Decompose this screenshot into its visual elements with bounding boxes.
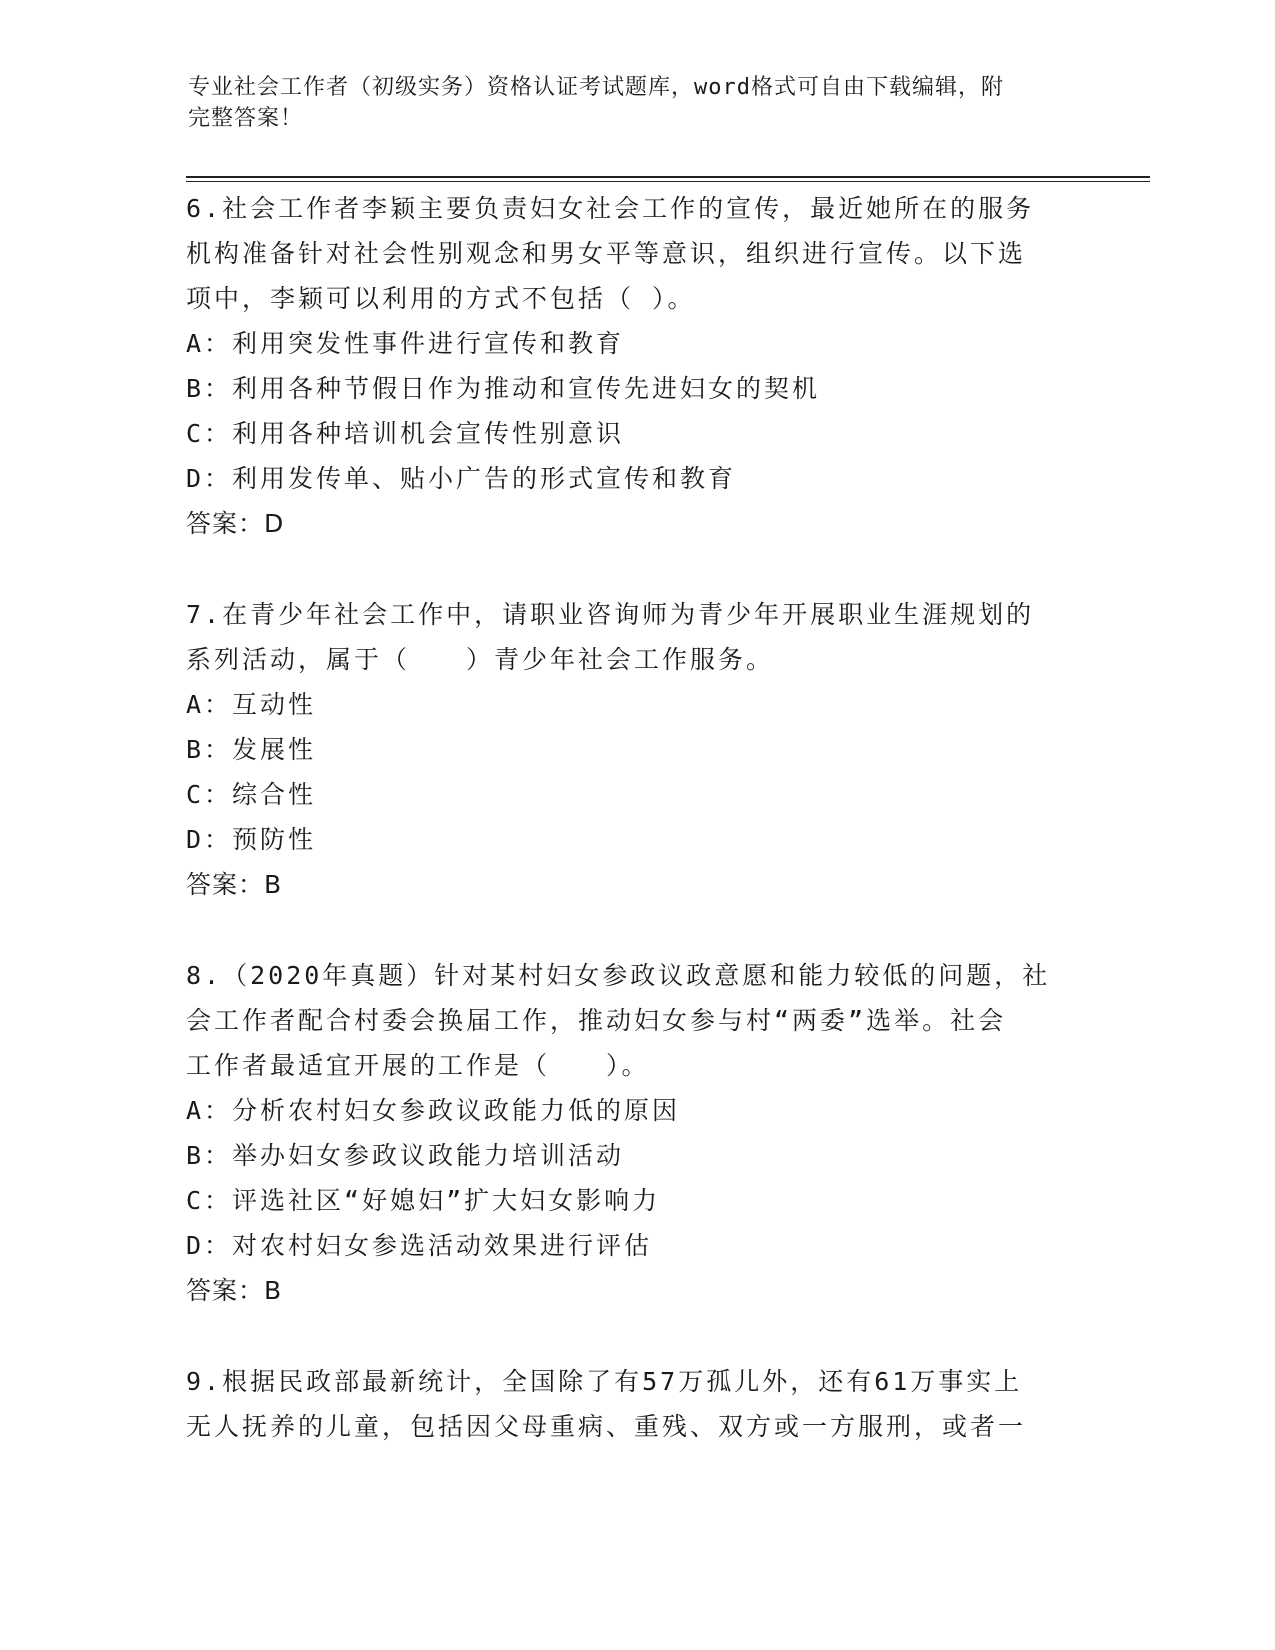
question-spacer — [186, 546, 1086, 592]
option-d: D：对农村妇女参选活动效果进行评估 — [186, 1231, 653, 1260]
question-stem-line: 8.（2020年真题）针对某村妇女参政议政意愿和能力较低的问题，社 — [186, 961, 1051, 990]
option-b: B：利用各种节假日作为推动和宣传先进妇女的契机 — [186, 374, 821, 403]
question-stem-line: 系列活动，属于（ ）青少年社会工作服务。 — [186, 645, 775, 674]
question-8 — [186, 953, 1086, 1313]
question-stem-line: 会工作者配合村委会换届工作，推动妇女参与村“两委”选举。社会 — [186, 1006, 1007, 1035]
answer-line: 答案：B — [186, 1276, 283, 1305]
question-spacer — [186, 1313, 1086, 1359]
option-c: C：评选社区“好媳妇”扩大妇女影响力 — [186, 1186, 661, 1215]
question-stem-line: 7.在青少年社会工作中，请职业咨询师为青少年开展职业生涯规划的 — [186, 600, 1035, 629]
question-stem-line: 项中，李颖可以利用的方式不包括（ ）。 — [186, 284, 696, 313]
answer-line: 答案：D — [186, 509, 285, 538]
option-a: A：分析农村妇女参政议政能力低的原因 — [186, 1096, 681, 1125]
header-rule-thick — [186, 176, 1150, 178]
question-spacer — [186, 907, 1086, 953]
question-stem-line: 6.社会工作者李颖主要负责妇女社会工作的宣传，最近她所在的服务 — [186, 194, 1035, 223]
question-6 — [186, 186, 1086, 546]
header-rule-thin — [186, 181, 1150, 182]
option-b: B：举办妇女参政议政能力培训活动 — [186, 1141, 625, 1170]
document-header — [188, 72, 1088, 134]
question-stem-line: 机构准备针对社会性别观念和男女平等意识，组织进行宣传。以下选 — [186, 239, 1027, 268]
question-stem-line: 9.根据民政部最新统计，全国除了有57万孤儿外，还有61万事实上 — [186, 1367, 1023, 1396]
question-9 — [186, 1359, 1086, 1449]
question-stem-line: 无人抚养的儿童，包括因父母重病、重残、双方或一方服刑，或者一 — [186, 1412, 1027, 1441]
header-line-2: 完整答案！ — [188, 106, 304, 131]
question-stem-line: 工作者最适宜开展的工作是（ ）。 — [186, 1051, 650, 1080]
option-a: A：利用突发性事件进行宣传和教育 — [186, 329, 625, 358]
option-d: D：预防性 — [186, 825, 317, 854]
option-c: C：综合性 — [186, 780, 317, 809]
question-list — [186, 186, 1086, 1449]
header-line-1: 专业社会工作者（初级实务）资格认证考试题库，word格式可自由下载编辑，附 — [188, 75, 1004, 100]
answer-line: 答案：B — [186, 870, 283, 899]
option-a: A：互动性 — [186, 690, 317, 719]
option-b: B：发展性 — [186, 735, 317, 764]
option-c: C：利用各种培训机会宣传性别意识 — [186, 419, 625, 448]
option-d: D：利用发传单、贴小广告的形式宣传和教育 — [186, 464, 737, 493]
question-7 — [186, 592, 1086, 907]
